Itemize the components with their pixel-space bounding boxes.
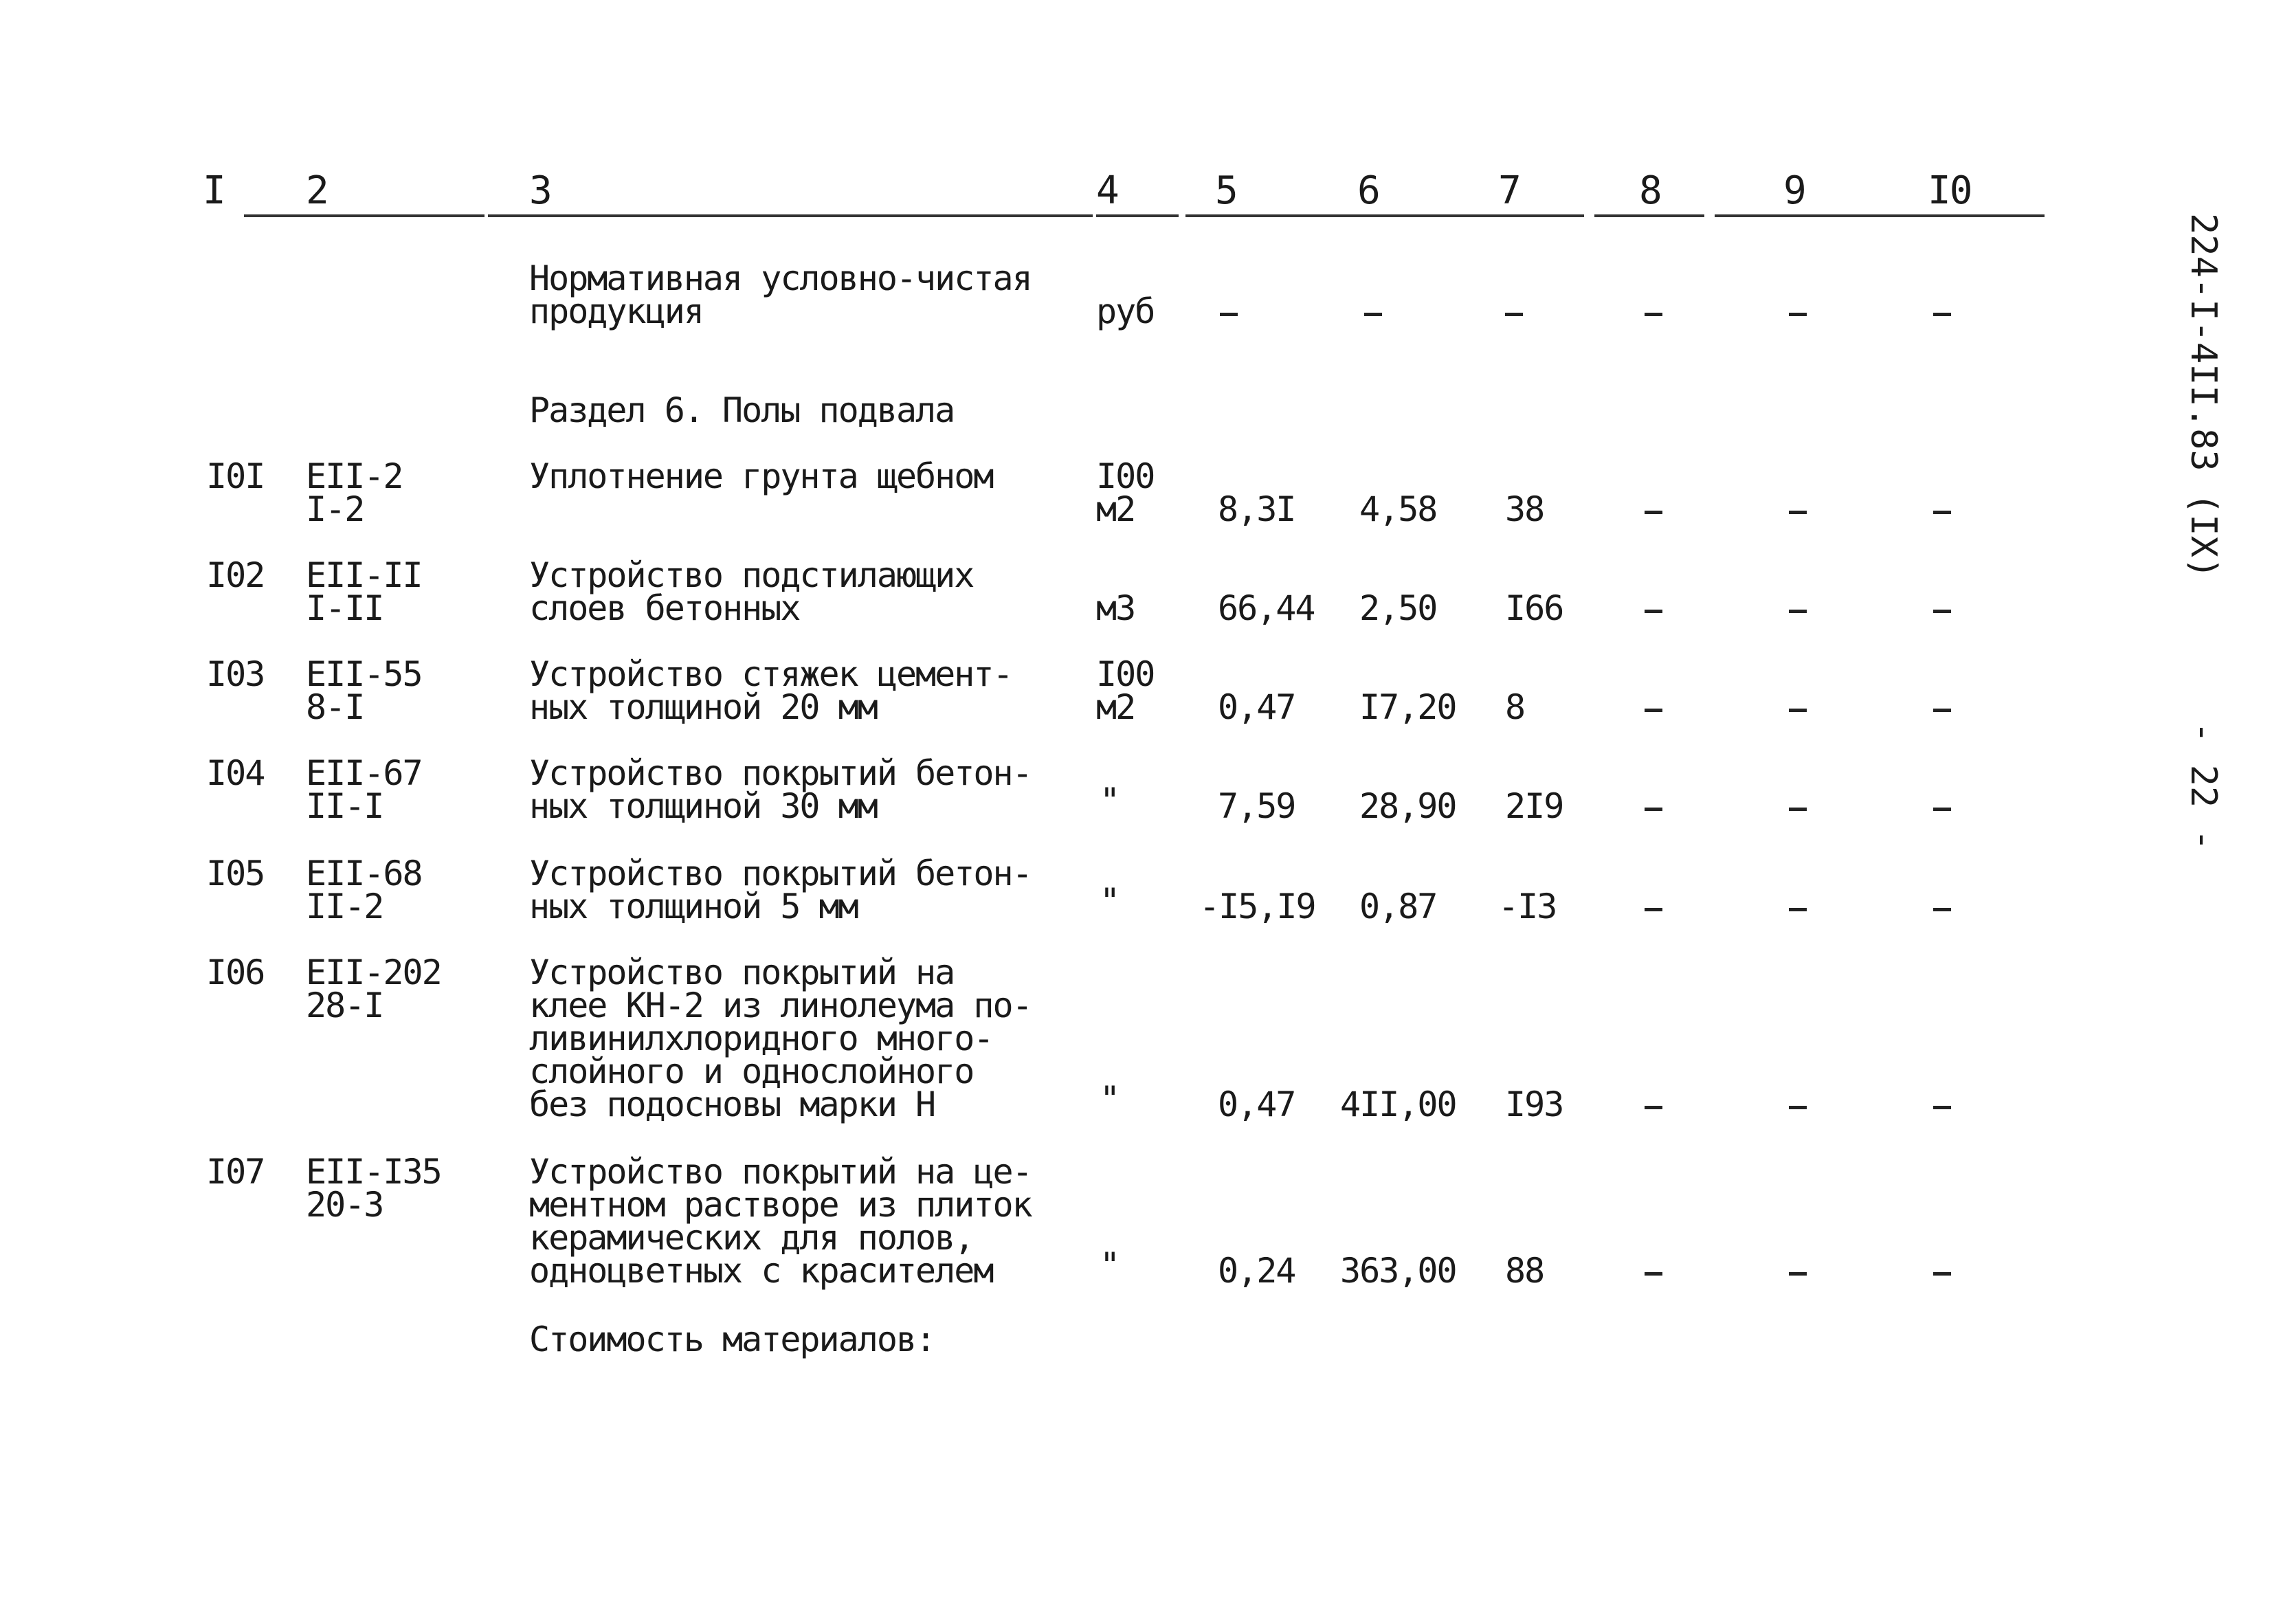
empty-value-dash [1645, 709, 1662, 712]
row-number: I0I [206, 456, 265, 496]
row-name-line: Устройство покрытий бетон- [529, 753, 1032, 793]
row-code-line: EII-II [306, 555, 422, 595]
row-name-line: Устройство покрытий бетон- [529, 854, 1032, 893]
row-name-line: Устройство покрытий на [529, 953, 955, 992]
empty-value-dash [1789, 709, 1807, 712]
empty-value-dash [1645, 1106, 1662, 1109]
header-rule [1715, 214, 2045, 217]
empty-value-dash [1933, 610, 1951, 613]
row-name-line: без подосновы марки Н [529, 1084, 935, 1124]
row-code-line: 8-I [306, 687, 364, 727]
header-rule [244, 214, 485, 217]
empty-value-dash [1933, 1272, 1951, 1276]
column-header-6: 6 [1357, 168, 1379, 213]
row-unit: I00 [1096, 654, 1155, 694]
row-name-line: Устройство подстилающих [529, 555, 974, 595]
row-unit-ditto: " [1100, 881, 1120, 921]
row-value-col5: 0,24 [1218, 1251, 1295, 1291]
row-code-line: 20-3 [306, 1185, 383, 1225]
column-header-3: 3 [529, 168, 551, 213]
header-rule [1594, 214, 1704, 217]
row-name-line: ных толщиной 20 мм [529, 687, 877, 727]
row-name-line: слоев бетонных [529, 588, 800, 628]
row-name-line: ливинилхлоридного много- [529, 1019, 993, 1058]
row-code-line: II-2 [306, 887, 383, 926]
empty-value-dash [1505, 313, 1523, 316]
row-number: I02 [206, 555, 265, 595]
row-number: I06 [206, 953, 265, 992]
column-header-8: 8 [1639, 168, 1661, 213]
row-value-col6: 4,58 [1359, 489, 1437, 529]
empty-value-dash [1789, 313, 1807, 316]
row-value-col6: 28,90 [1359, 786, 1456, 826]
row-unit-ditto: " [1100, 781, 1120, 821]
empty-value-dash [1645, 313, 1662, 316]
row-value-col7: 38 [1505, 489, 1544, 529]
empty-value-dash [1789, 511, 1807, 514]
empty-value-dash [1789, 908, 1807, 911]
row-value-col7: I93 [1505, 1084, 1563, 1124]
row-code-line: I-II [306, 588, 383, 628]
row-name-line: одноцветных с красителем [529, 1251, 993, 1291]
row-value-col5: 7,59 [1218, 786, 1295, 826]
empty-value-dash [1933, 709, 1951, 712]
row-value-col6: I7,20 [1359, 687, 1456, 727]
empty-value-dash [1645, 908, 1662, 911]
document-code: 224-I-4II.83 (IX) [2183, 213, 2224, 579]
row-number: I03 [206, 654, 265, 694]
empty-value-dash [1933, 511, 1951, 514]
empty-value-dash [1933, 313, 1951, 316]
row-value-col5: -I5,I9 [1199, 887, 1315, 926]
row-name-line: клее КН-2 из линолеума по- [529, 986, 1032, 1025]
empty-value-dash [1933, 1106, 1951, 1109]
row-value-col7: I66 [1505, 588, 1563, 628]
materials-cost-label: Стоимость материалов: [529, 1320, 935, 1359]
empty-value-dash [1789, 1106, 1807, 1109]
row-number: I04 [206, 753, 265, 793]
row-code-line: EII-202 [306, 953, 441, 992]
row-name-line: ных толщиной 30 мм [529, 786, 877, 826]
row-code-line: EII-67 [306, 753, 422, 793]
row-code-line: EII-I35 [306, 1152, 441, 1192]
column-header-1: I [203, 168, 225, 213]
column-header-4: 4 [1096, 168, 1118, 213]
row-unit: м2 [1096, 687, 1135, 727]
row-name-line: Устройство покрытий на це- [529, 1152, 1032, 1192]
row-value-col5: 66,44 [1218, 588, 1315, 628]
row-unit: м3 [1096, 588, 1135, 628]
column-header-7: 7 [1498, 168, 1520, 213]
row-value-col5: 0,47 [1218, 1084, 1295, 1124]
row-name-line: слойного и однослойного [529, 1052, 974, 1091]
row-code-line: I-2 [306, 489, 364, 529]
row-name-line: ментном растворе из плиток [529, 1185, 1032, 1225]
row-unit: м2 [1096, 489, 1135, 529]
row-name-line: Уплотнение грунта щебном [529, 456, 993, 496]
row-unit: руб [1096, 291, 1155, 331]
column-header-5: 5 [1215, 168, 1237, 213]
row-code-line: EII-68 [306, 854, 422, 893]
row-name-line: Нормативная условно-чистая [529, 258, 1032, 298]
row-number: I07 [206, 1152, 265, 1192]
row-value-col7: 88 [1505, 1251, 1544, 1291]
row-code-line: 28-I [306, 986, 383, 1025]
row-value-col7: 2I9 [1505, 786, 1563, 826]
empty-value-dash [1220, 313, 1238, 316]
row-value-col6: 4II,00 [1340, 1084, 1456, 1124]
row-name-line: керамических для полов, [529, 1218, 974, 1258]
empty-value-dash [1645, 511, 1662, 514]
row-number: I05 [206, 854, 265, 893]
row-value-col5: 0,47 [1218, 687, 1295, 727]
row-code-line: EII-2 [306, 456, 403, 496]
empty-value-dash [1364, 313, 1382, 316]
row-unit: I00 [1096, 456, 1155, 496]
header-rule [488, 214, 1093, 217]
row-code-line: II-I [306, 786, 383, 826]
empty-value-dash [1789, 808, 1807, 811]
row-value-col5: 8,3I [1218, 489, 1295, 529]
row-value-col7: -I3 [1498, 887, 1557, 926]
column-header-2: 2 [306, 168, 328, 213]
row-value-col6: 363,00 [1340, 1251, 1456, 1291]
column-header-10: I0 [1928, 168, 1972, 213]
row-code-line: EII-55 [306, 654, 422, 694]
row-unit-ditto: " [1100, 1079, 1120, 1119]
row-name-line: Устройство стяжек цемент- [529, 654, 1012, 694]
empty-value-dash [1789, 1272, 1807, 1276]
section-title: Раздел 6. Полы подвала [529, 390, 955, 430]
empty-value-dash [1645, 610, 1662, 613]
empty-value-dash [1645, 1272, 1662, 1276]
empty-value-dash [1933, 808, 1951, 811]
row-value-col6: 2,50 [1359, 588, 1437, 628]
header-rule [1096, 214, 1179, 217]
row-value-col6: 0,87 [1359, 887, 1437, 926]
row-name-line: ных толщиной 5 мм [529, 887, 858, 926]
row-value-col7: 8 [1505, 687, 1525, 727]
page-number: - 22 - [2183, 722, 2224, 851]
empty-value-dash [1789, 610, 1807, 613]
empty-value-dash [1933, 908, 1951, 911]
header-rule [1185, 214, 1584, 217]
row-name-line: продукция [529, 291, 703, 331]
row-unit-ditto: " [1100, 1245, 1120, 1285]
column-header-9: 9 [1783, 168, 1805, 213]
empty-value-dash [1645, 808, 1662, 811]
